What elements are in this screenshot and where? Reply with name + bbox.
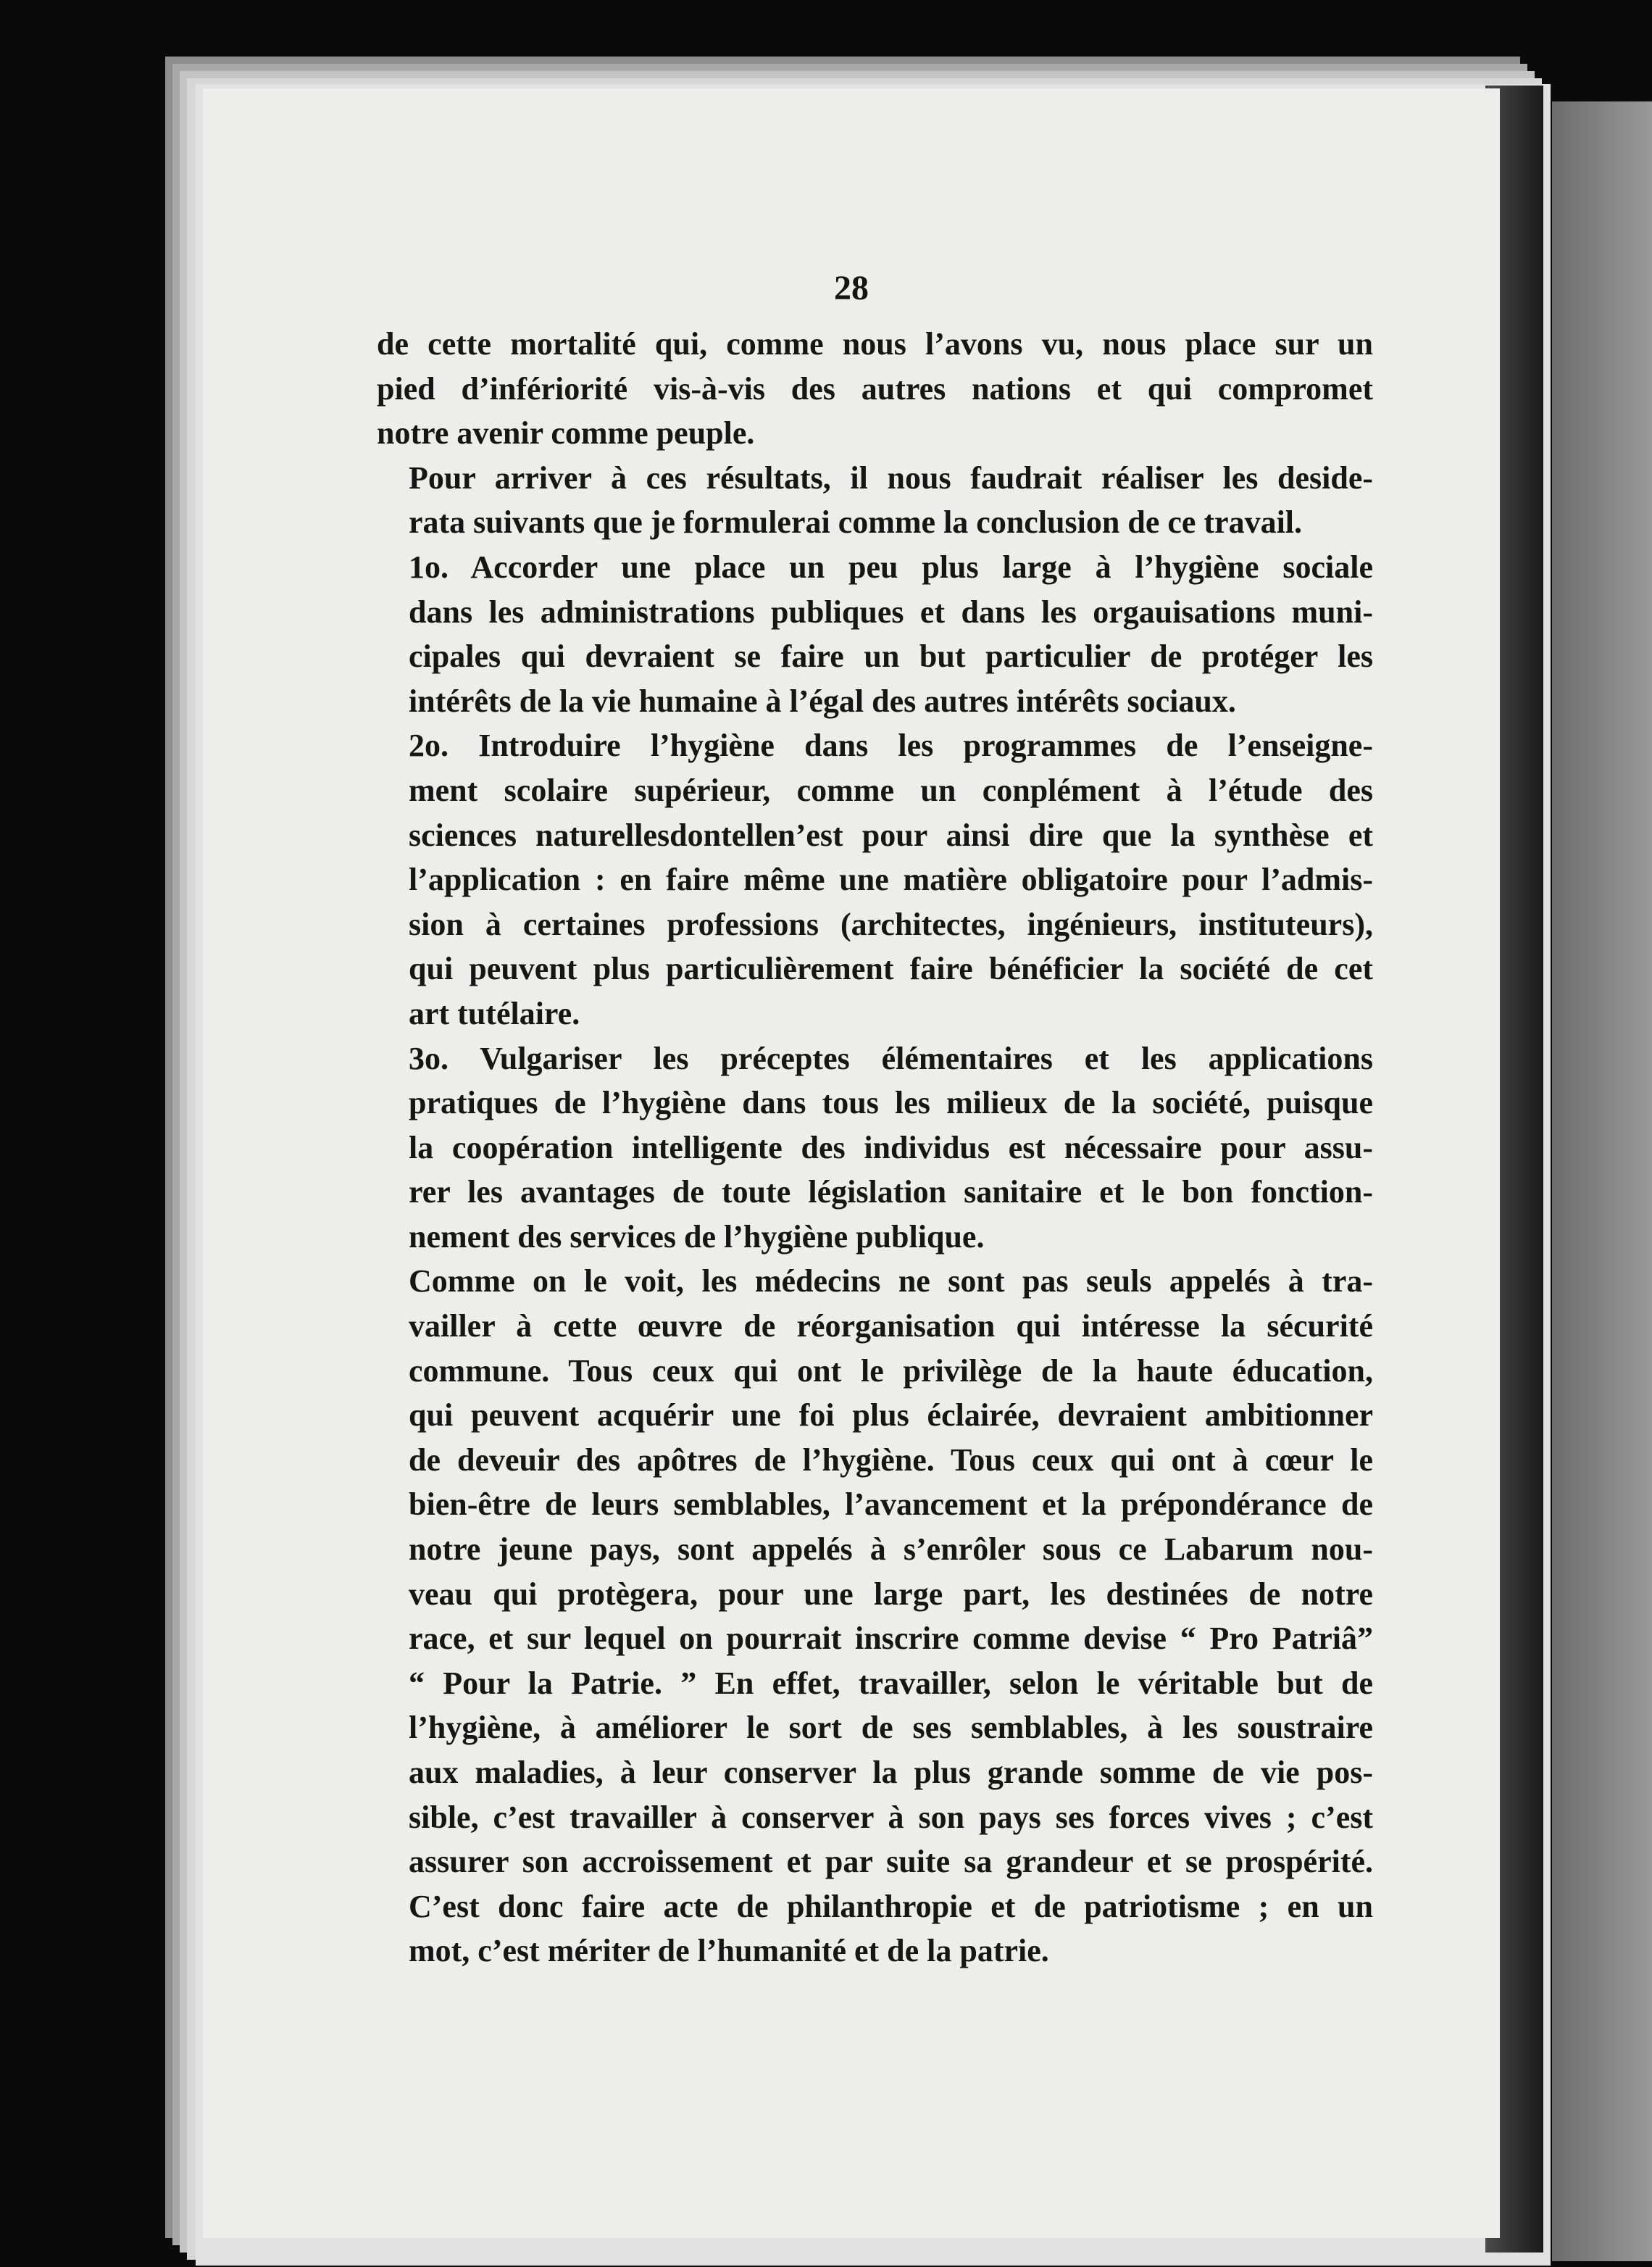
text-line: notre jeune pays, sont appelés à s’enrôler sous ce Labarum nou- <box>409 1531 1373 1568</box>
facing-page <box>1552 101 1652 2261</box>
paragraph <box>377 1259 1373 1973</box>
text-line: nement des services de l’hygiène publique. <box>409 1218 985 1255</box>
text-line: la coopération intelligente des individus est nécessaire pour assu- <box>409 1129 1373 1165</box>
text-line: assurer son accroissement et par suite sa grandeur et se prospérité. <box>409 1844 1373 1880</box>
text-line: pratiques de l’hygiène dans tous les milieux de la société, puisque <box>409 1085 1373 1121</box>
text-line: de deveuir des apôtres de l’hygiène. Tous ceux qui ont à cœur le <box>409 1442 1373 1478</box>
paragraph <box>377 456 1373 545</box>
text-line: rata suivants que je formulerai comme la conclusion de ce travail. <box>409 504 1303 541</box>
text-line: bien-être de leurs semblables, l’avancement et la prépondérance de <box>409 1486 1373 1523</box>
book-page <box>203 88 1500 2238</box>
text-line: sion à certaines professions (architectes, ingénieurs, instituteurs), <box>409 906 1373 942</box>
text-line: race, et sur lequel on pourrait inscrire comme devise “ Pro Patriâ” <box>409 1621 1373 1657</box>
page-number: 28 <box>834 269 869 307</box>
text-line: Comme on le voit, les médecins ne sont pas seuls appelés à tra- <box>409 1263 1373 1299</box>
text-line: aux maladies, à leur conserver la plus grande somme de vie pos- <box>409 1755 1373 1790</box>
text-line: commune. Tous ceux qui ont le privilège de la haute éducation, <box>409 1352 1373 1389</box>
text-line: l’application : en faire même une matière obligatoire pour l’admis- <box>409 862 1373 898</box>
text-line: sciences naturellesdontellen’est pour ainsi dire que la synthèse et <box>409 817 1373 853</box>
text-line: art tutélaire. <box>409 995 580 1031</box>
text-line: mot, c’est mériter de l’humanité et de la patrie. <box>409 1933 1049 1969</box>
text-line: 2o. Introduire l’hygiène dans les programmes de l’enseigne- <box>409 728 1373 764</box>
text-line: C’est donc faire acte de philanthropie et de patriotisme ; en un <box>409 1888 1373 1924</box>
text-line: qui peuvent acquérir une foi plus éclairée, devraient ambitionner <box>409 1397 1373 1434</box>
paragraph <box>377 723 1373 1036</box>
text-line: rer les avantages de toute législation sanitaire et le bon fonction- <box>409 1174 1373 1210</box>
text-line: cipales qui devraient se faire un but particulier de protéger les <box>409 638 1373 675</box>
text-line: intérêts de la vie humaine à l’égal des autres intérêts sociaux. <box>409 683 1236 719</box>
text-line: pied d’infériorité vis-à-vis des autres nations et qui compromet <box>377 370 1373 407</box>
text-line: “ Pour la Patrie. ” En effet, travailler, selon le véritable but de <box>409 1665 1373 1701</box>
text-line: qui peuvent plus particulièrement faire bénéficier la société de cet <box>409 951 1373 987</box>
paragraph <box>377 1036 1373 1260</box>
text-line: vailler à cette œuvre de réorganisation qui intéresse la sécurité <box>409 1308 1373 1344</box>
paragraph <box>377 322 1373 456</box>
text-line: l’hygiène, à améliorer le sort de ses semblables, à les soustraire <box>409 1710 1373 1746</box>
text-line: Pour arriver à ces résultats, il nous faudrait réaliser les deside- <box>409 459 1373 496</box>
text-line: 1o. Accorder une place un peu plus large à l’hygiène sociale <box>409 549 1373 585</box>
text-line: ment scolaire supérieur, comme un conplément à l’étude des <box>409 772 1373 808</box>
text-line: 3o. Vulgariser les préceptes élémentaires et les applications <box>409 1040 1373 1076</box>
text-line: notre avenir comme peuple. <box>377 415 755 452</box>
text-line: dans les administrations publiques et dans les orgauisations muni- <box>409 594 1373 630</box>
text-line: de cette mortalité qui, comme nous l’avons vu, nous place sur un <box>377 326 1373 362</box>
body-text <box>377 322 1373 1973</box>
paragraph <box>377 545 1373 723</box>
text-line: sible, c’est travailler à conserver à son pays ses forces vives ; c’est <box>409 1799 1373 1835</box>
text-line: veau qui protègera, pour une large part, les destinées de notre <box>409 1576 1373 1612</box>
